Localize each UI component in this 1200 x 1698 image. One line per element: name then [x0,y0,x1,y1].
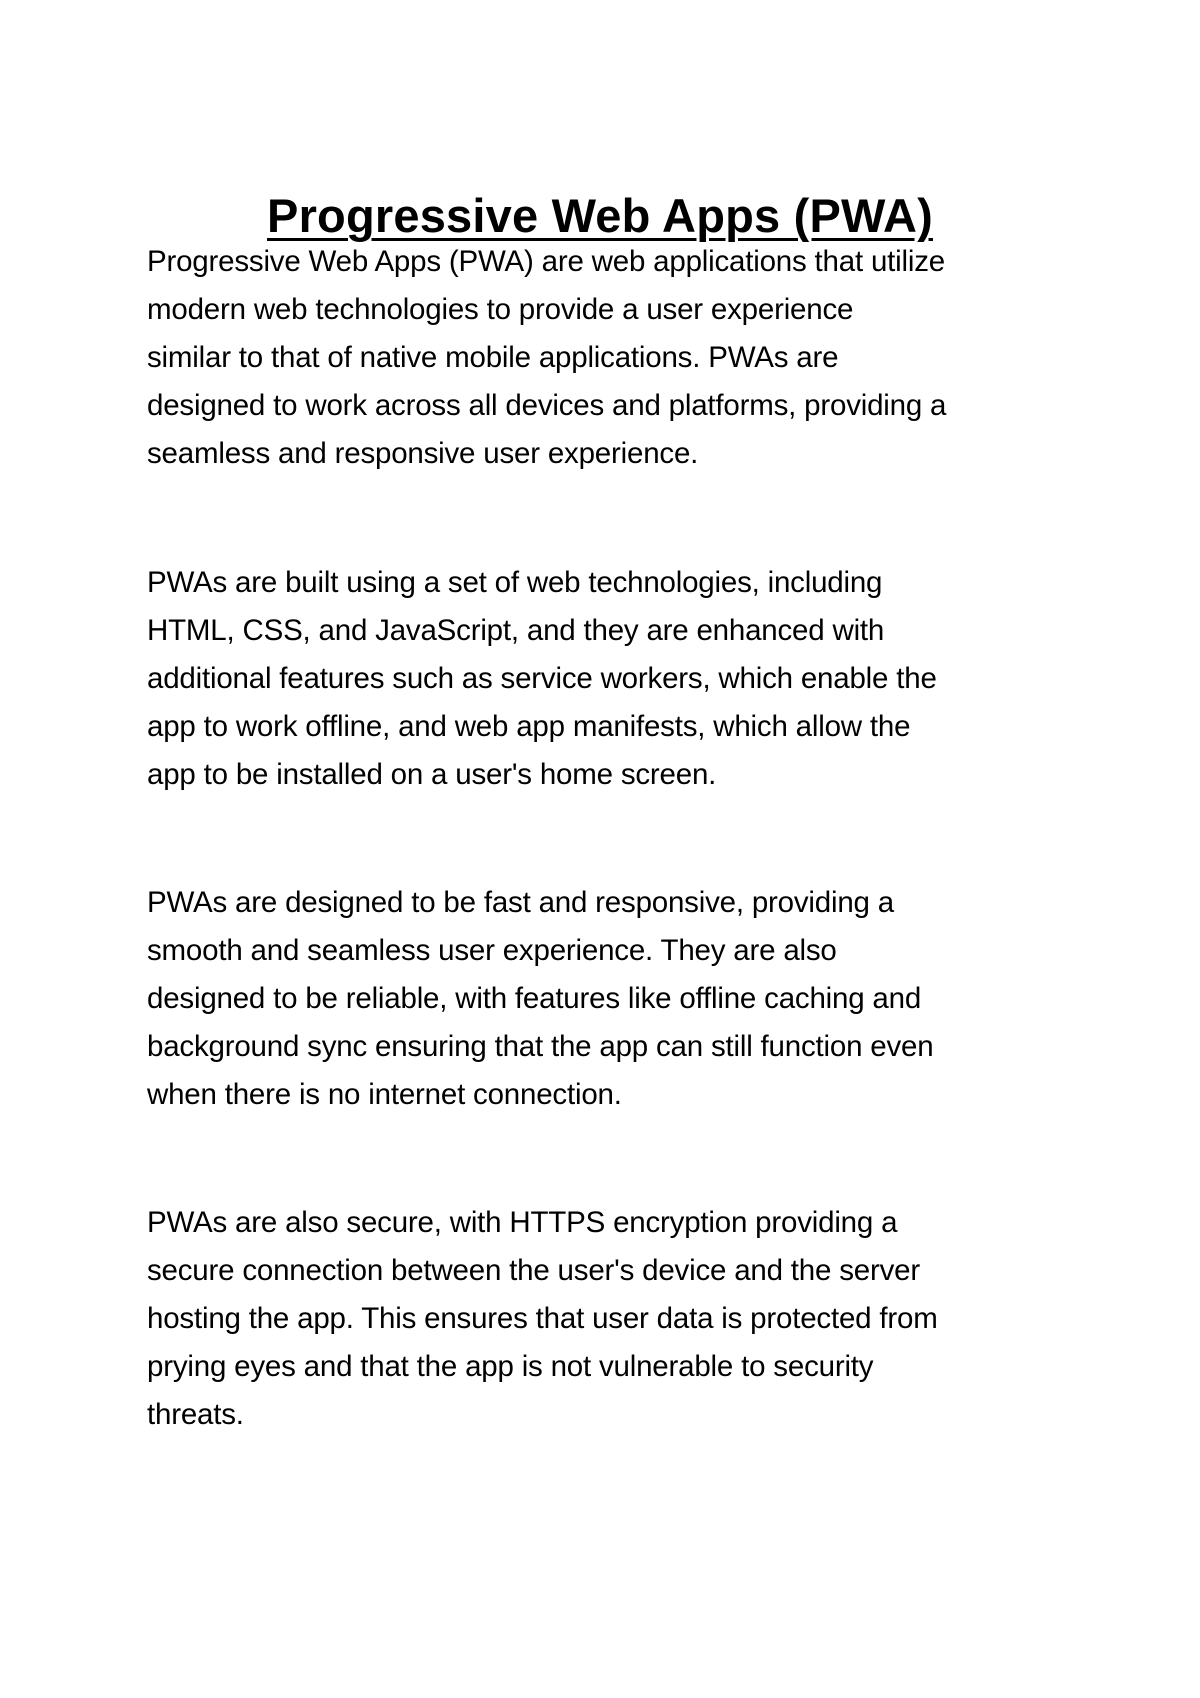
paragraph-line: secure connection between the user's device and the server [147,1254,920,1287]
paragraph-intro [147,238,1087,478]
paragraph-line: app to work offline, and web app manifests, which allow the [147,710,911,743]
paragraph-line: additional features such as service workers, which enable the [147,662,937,695]
paragraph-line: seamless and responsive user experience. [147,437,699,470]
paragraph-line: threats. [147,1398,244,1431]
paragraph-performance [147,879,1087,1119]
paragraph-line: app to be installed on a user's home screen. [147,758,717,791]
page-title: Progressive Web Apps (PWA) [267,189,933,243]
paragraph-technologies [147,559,1087,799]
paragraph-line: Progressive Web Apps (PWA) are web applications that utilize [147,245,945,278]
paragraph-line: PWAs are built using a set of web technologies, including [147,566,883,599]
paragraph-line: hosting the app. This ensures that user data is protected from [147,1302,938,1335]
paragraph-line: designed to be reliable, with features like offline caching and [147,982,922,1015]
paragraph-line: similar to that of native mobile applications. PWAs are [147,341,839,374]
paragraph-line: PWAs are also secure, with HTTPS encryption providing a [147,1206,898,1239]
paragraph-line: PWAs are designed to be fast and responsive, providing a [147,886,894,919]
paragraph-security [147,1199,1087,1439]
paragraph-line: designed to work across all devices and platforms, providing a [147,389,947,422]
paragraph-line: modern web technologies to provide a user experience [147,293,854,326]
paragraph-line: HTML, CSS, and JavaScript, and they are enhanced with [147,614,885,647]
paragraph-line: background sync ensuring that the app can still function even [147,1030,934,1063]
paragraph-line: when there is no internet connection. [147,1078,622,1111]
paragraph-line: smooth and seamless user experience. They are also [147,934,837,967]
paragraph-line: prying eyes and that the app is not vulnerable to security [147,1350,874,1383]
